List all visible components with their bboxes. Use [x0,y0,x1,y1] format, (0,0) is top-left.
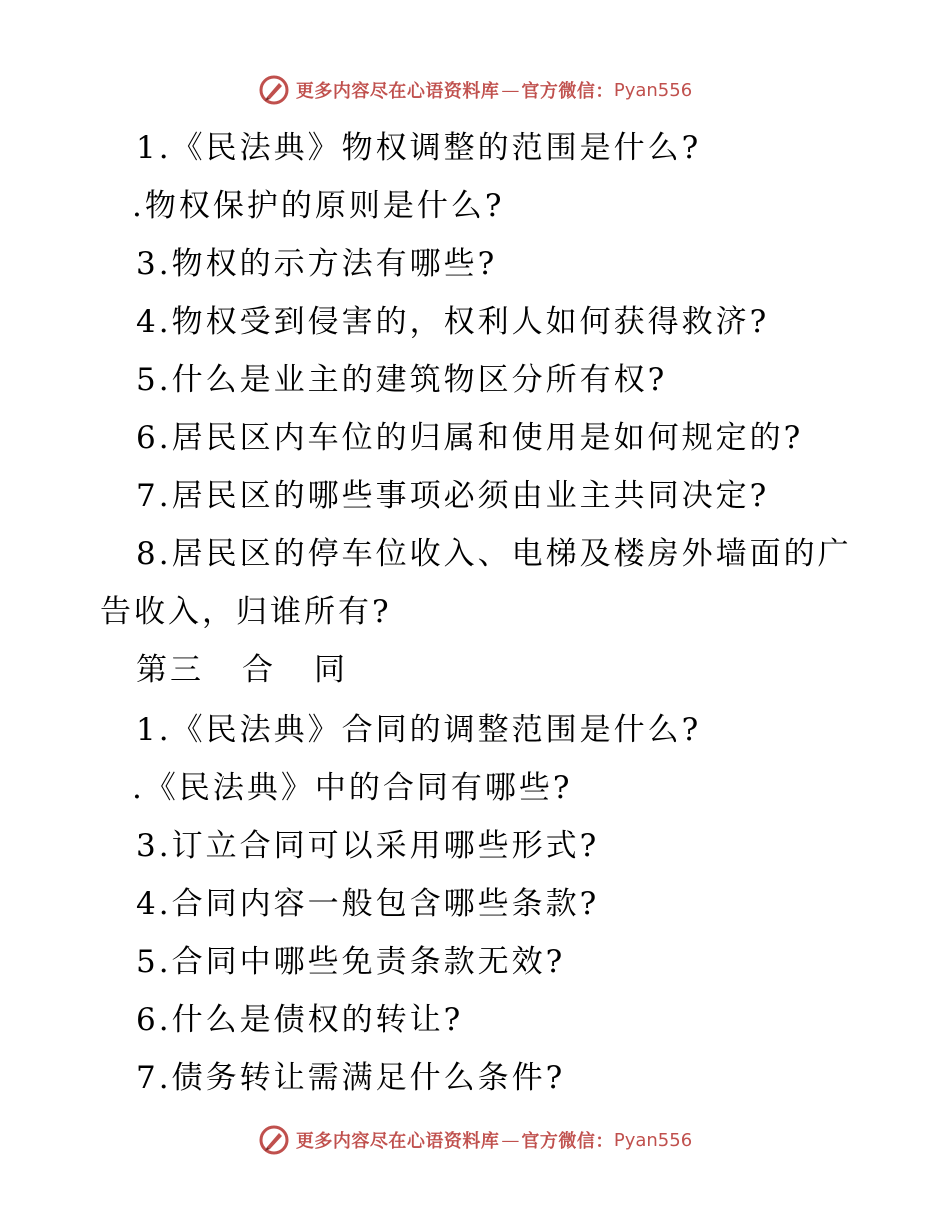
question-line: 3.物权的示方法有哪些? [136,246,498,282]
pen-seal-icon [258,74,290,106]
question-line: .物权保护的原则是什么? [132,188,505,224]
pen-seal-icon [258,1124,290,1156]
header-watermark [0,70,950,110]
watermark-account: Pyan556 [613,79,693,101]
watermark-text: 更多内容尽在心语资料库 [295,1131,500,1152]
question-line: 5.什么是业主的建筑物区分所有权? [136,362,668,398]
watermark-separator: — [501,1129,520,1151]
question-line: .《民法典》中的合同有哪些? [132,770,573,806]
section-heading-part: 合 [242,652,276,688]
question-line: 3.订立合同可以采用哪些形式? [136,828,600,864]
question-line: 6.居民区内车位的归属和使用是如何规定的? [136,420,804,456]
question-line: 5.合同中哪些免责条款无效? [136,944,566,980]
footer-watermark [0,1120,950,1160]
question-line: 4.物权受到侵害的，权利人如何获得救济? [136,304,770,340]
question-line: 7.居民区的哪些事项必须由业主共同决定? [136,478,770,514]
watermark-label: 官方微信： [521,81,614,102]
watermark-text: 更多内容尽在心语资料库 [295,81,500,102]
question-line: 7.债务转让需满足什么条件? [136,1060,566,1096]
section-heading [136,650,348,690]
question-line: 1.《民法典》合同的调整范围是什么? [136,712,702,748]
question-line: 1.《民法典》物权调整的范围是什么? [136,130,702,166]
question-line: 6.什么是债权的转让? [136,1002,464,1038]
watermark-label: 官方微信： [521,1131,614,1152]
section-heading-part: 第三 [136,652,204,688]
watermark-separator: — [501,79,520,101]
watermark-account: Pyan556 [613,1129,693,1151]
section-heading-part: 同 [314,652,348,688]
question-line-continued: 告收入，归谁所有? [100,594,392,630]
question-line: 4.合同内容一般包含哪些条款? [136,886,600,922]
question-line: 8.居民区的停车位收入、电梯及楼房外墙面的广 [136,536,852,572]
